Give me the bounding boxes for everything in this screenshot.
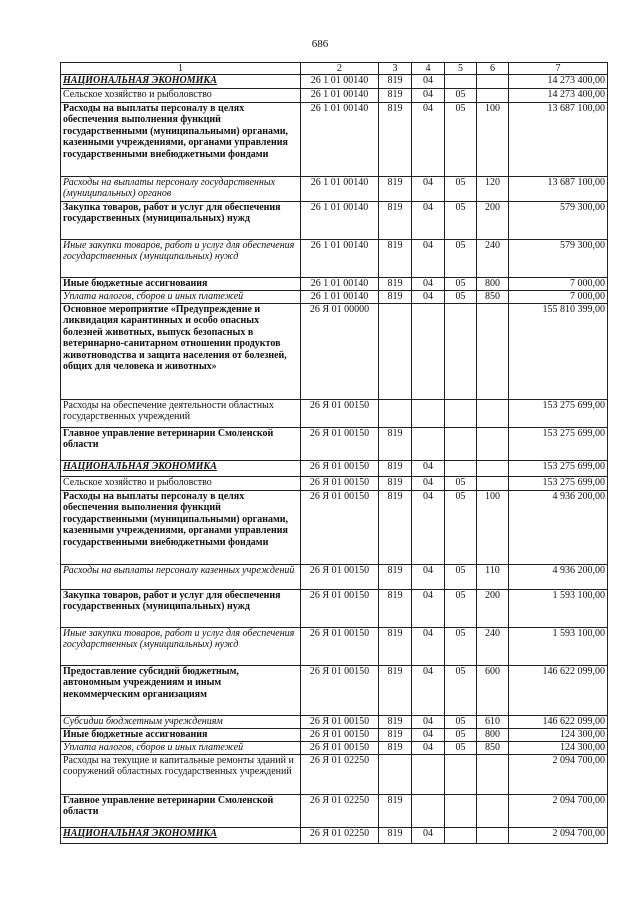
table-row	[61, 565, 608, 590]
row-subsection-cell: 05	[445, 477, 477, 491]
row-code-cell: 26 Я 01 00150	[301, 400, 379, 428]
table-row	[61, 202, 608, 240]
row-admin-cell: 819	[379, 628, 412, 666]
header-cell: 6	[477, 63, 509, 75]
row-section-cell: 04	[412, 461, 445, 477]
row-subsection-cell	[445, 755, 477, 795]
row-name-cell: Субсидии бюджетным учреждениям	[61, 716, 301, 729]
row-subsection-cell: 05	[445, 628, 477, 666]
row-code-cell: 26 Я 01 00150	[301, 428, 379, 461]
row-amount-cell: 14 273 400,00	[509, 75, 608, 89]
row-expense-type-cell: 240	[477, 240, 509, 278]
row-name-cell: Основное мероприятие «Предупреждение и ликвидация карантинных и особо опасных болезней животных, выпуск безопасных в ветеринарно-санитарном отношении продуктов животноводства и защита населения от болезней, общих для человека и животных»	[61, 304, 301, 400]
row-amount-cell: 13 687 100,00	[509, 177, 608, 202]
table-row	[61, 590, 608, 628]
row-code-cell: 26 Я 01 00150	[301, 666, 379, 716]
row-code-cell: 26 Я 01 00150	[301, 716, 379, 729]
row-name-cell: Расходы на обеспечение деятельности областных государственных учреждений	[61, 400, 301, 428]
row-name-cell: Иные бюджетные ассигнования	[61, 278, 301, 291]
header-cell: 2	[301, 63, 379, 75]
row-subsection-cell: 05	[445, 729, 477, 742]
row-subsection-cell: 05	[445, 716, 477, 729]
row-expense-type-cell: 600	[477, 666, 509, 716]
table-row	[61, 291, 608, 304]
table-row	[61, 103, 608, 177]
header-cell: 1	[61, 63, 301, 75]
row-section-cell	[412, 400, 445, 428]
row-name-cell: Уплата налогов, сборов и иных платежей	[61, 291, 301, 304]
row-expense-type-cell	[477, 89, 509, 103]
table-row	[61, 240, 608, 278]
row-expense-type-cell: 100	[477, 491, 509, 565]
row-section-cell: 04	[412, 565, 445, 590]
row-code-cell: 26 Я 01 02250	[301, 795, 379, 828]
row-subsection-cell	[445, 795, 477, 828]
row-admin-cell: 819	[379, 291, 412, 304]
row-expense-type-cell: 800	[477, 729, 509, 742]
table-row	[61, 628, 608, 666]
row-admin-cell: 819	[379, 103, 412, 177]
row-subsection-cell	[445, 828, 477, 844]
row-code-cell: 26 Я 01 00150	[301, 565, 379, 590]
table-row	[61, 729, 608, 742]
row-name-cell: НАЦИОНАЛЬНАЯ ЭКОНОМИКА	[61, 75, 301, 89]
row-name-cell: Расходы на выплаты персоналу государственных (муниципальных) органов	[61, 177, 301, 202]
row-subsection-cell: 05	[445, 491, 477, 565]
row-admin-cell: 819	[379, 428, 412, 461]
row-admin-cell	[379, 755, 412, 795]
row-section-cell: 04	[412, 75, 445, 89]
row-subsection-cell	[445, 400, 477, 428]
row-subsection-cell	[445, 428, 477, 461]
row-amount-cell: 579 300,00	[509, 202, 608, 240]
row-admin-cell: 819	[379, 461, 412, 477]
row-subsection-cell: 05	[445, 177, 477, 202]
row-expense-type-cell	[477, 75, 509, 89]
row-name-cell: Иные закупки товаров, работ и услуг для обеспечения государственных (муниципальных) нужд	[61, 240, 301, 278]
row-amount-cell: 124 300,00	[509, 742, 608, 755]
row-amount-cell: 153 275 699,00	[509, 477, 608, 491]
header-cell: 4	[412, 63, 445, 75]
row-name-cell: Предоставление субсидий бюджетным, автономным учреждениям и иным некоммерческим организациям	[61, 666, 301, 716]
row-code-cell: 26 Я 01 00150	[301, 590, 379, 628]
row-code-cell: 26 1 01 00140	[301, 291, 379, 304]
table-row	[61, 477, 608, 491]
row-section-cell: 04	[412, 477, 445, 491]
row-name-cell: НАЦИОНАЛЬНАЯ ЭКОНОМИКА	[61, 828, 301, 844]
row-section-cell	[412, 755, 445, 795]
header-cell: 7	[509, 63, 608, 75]
row-admin-cell: 819	[379, 590, 412, 628]
table-row	[61, 742, 608, 755]
row-section-cell: 04	[412, 716, 445, 729]
row-expense-type-cell: 120	[477, 177, 509, 202]
row-expense-type-cell	[477, 428, 509, 461]
row-admin-cell: 819	[379, 716, 412, 729]
row-subsection-cell	[445, 304, 477, 400]
row-expense-type-cell	[477, 795, 509, 828]
row-expense-type-cell	[477, 304, 509, 400]
row-section-cell: 04	[412, 177, 445, 202]
table-row	[61, 755, 608, 795]
row-expense-type-cell	[477, 755, 509, 795]
row-admin-cell: 819	[379, 177, 412, 202]
row-code-cell: 26 Я 01 00150	[301, 491, 379, 565]
row-expense-type-cell: 240	[477, 628, 509, 666]
row-section-cell: 04	[412, 240, 445, 278]
row-amount-cell: 13 687 100,00	[509, 103, 608, 177]
row-admin-cell: 819	[379, 202, 412, 240]
row-name-cell: Главное управление ветеринарии Смоленской области	[61, 428, 301, 461]
row-subsection-cell: 05	[445, 202, 477, 240]
row-subsection-cell	[445, 461, 477, 477]
row-name-cell: Иные закупки товаров, работ и услуг для обеспечения государственных (муниципальных) нужд	[61, 628, 301, 666]
header-cell: 5	[445, 63, 477, 75]
row-code-cell: 26 1 01 00140	[301, 202, 379, 240]
row-subsection-cell: 05	[445, 89, 477, 103]
row-expense-type-cell	[477, 461, 509, 477]
row-name-cell: Главное управление ветеринарии Смоленской области	[61, 795, 301, 828]
row-section-cell: 04	[412, 291, 445, 304]
row-subsection-cell: 05	[445, 742, 477, 755]
row-subsection-cell: 05	[445, 278, 477, 291]
row-amount-cell: 124 300,00	[509, 729, 608, 742]
row-subsection-cell: 05	[445, 103, 477, 177]
table-row	[61, 278, 608, 291]
row-name-cell: Расходы на текущие и капитальные ремонты зданий и сооружений областных государственных учреждений	[61, 755, 301, 795]
row-section-cell: 04	[412, 89, 445, 103]
row-expense-type-cell	[477, 828, 509, 844]
row-section-cell: 04	[412, 278, 445, 291]
row-amount-cell: 146 622 099,00	[509, 666, 608, 716]
row-amount-cell: 2 094 700,00	[509, 755, 608, 795]
row-expense-type-cell: 110	[477, 565, 509, 590]
row-admin-cell	[379, 304, 412, 400]
row-code-cell: 26 Я 01 02250	[301, 755, 379, 795]
row-section-cell: 04	[412, 491, 445, 565]
row-code-cell: 26 Я 01 00000	[301, 304, 379, 400]
row-admin-cell: 819	[379, 729, 412, 742]
row-code-cell: 26 1 01 00140	[301, 89, 379, 103]
row-amount-cell: 153 275 699,00	[509, 461, 608, 477]
row-name-cell: Сельское хозяйство и рыболовство	[61, 477, 301, 491]
table-row	[61, 666, 608, 716]
row-expense-type-cell	[477, 477, 509, 491]
page-number: 686	[311, 38, 329, 50]
table-row	[61, 400, 608, 428]
row-code-cell: 26 Я 01 00150	[301, 477, 379, 491]
row-name-cell: Расходы на выплаты персоналу в целях обеспечения выполнения функций государственными (муниципальными) органами, казенными учреждениями, органами управления государственными внебюджетными фондами	[61, 491, 301, 565]
row-code-cell: 26 Я 01 00150	[301, 461, 379, 477]
row-amount-cell: 153 275 699,00	[509, 428, 608, 461]
header-cell: 3	[379, 63, 412, 75]
table-row	[61, 428, 608, 461]
row-name-cell: НАЦИОНАЛЬНАЯ ЭКОНОМИКА	[61, 461, 301, 477]
table-row	[61, 75, 608, 89]
row-admin-cell: 819	[379, 565, 412, 590]
row-amount-cell: 2 094 700,00	[509, 795, 608, 828]
row-code-cell: 26 Я 01 02250	[301, 828, 379, 844]
row-amount-cell: 7 000,00	[509, 278, 608, 291]
row-code-cell: 26 1 01 00140	[301, 177, 379, 202]
row-expense-type-cell: 200	[477, 590, 509, 628]
row-subsection-cell	[445, 75, 477, 89]
row-amount-cell: 4 936 200,00	[509, 491, 608, 565]
row-name-cell: Уплата налогов, сборов и иных платежей	[61, 742, 301, 755]
row-name-cell: Закупка товаров, работ и услуг для обеспечения государственных (муниципальных) нужд	[61, 202, 301, 240]
table-row	[61, 304, 608, 400]
row-amount-cell: 155 810 399,00	[509, 304, 608, 400]
row-code-cell: 26 1 01 00140	[301, 278, 379, 291]
table-row	[61, 491, 608, 565]
row-section-cell: 04	[412, 628, 445, 666]
table-row	[61, 828, 608, 844]
row-expense-type-cell	[477, 400, 509, 428]
row-expense-type-cell: 200	[477, 202, 509, 240]
table-row	[61, 716, 608, 729]
row-code-cell: 26 1 01 00140	[301, 75, 379, 89]
row-section-cell: 04	[412, 103, 445, 177]
row-code-cell: 26 1 01 00140	[301, 240, 379, 278]
row-expense-type-cell: 610	[477, 716, 509, 729]
row-name-cell: Иные бюджетные ассигнования	[61, 729, 301, 742]
row-amount-cell: 4 936 200,00	[509, 565, 608, 590]
row-admin-cell: 819	[379, 795, 412, 828]
row-amount-cell: 2 094 700,00	[509, 828, 608, 844]
row-name-cell: Расходы на выплаты персоналу казенных учреждений	[61, 565, 301, 590]
row-subsection-cell: 05	[445, 565, 477, 590]
row-admin-cell: 819	[379, 666, 412, 716]
row-section-cell	[412, 795, 445, 828]
row-amount-cell: 579 300,00	[509, 240, 608, 278]
row-subsection-cell: 05	[445, 291, 477, 304]
table-row	[61, 89, 608, 103]
row-name-cell: Расходы на выплаты персоналу в целях обеспечения выполнения функций государственными (муниципальными) органами, казенными учреждениями, органами управления государственными внебюджетными фондами	[61, 103, 301, 177]
row-section-cell: 04	[412, 590, 445, 628]
row-admin-cell: 819	[379, 278, 412, 291]
row-expense-type-cell: 850	[477, 742, 509, 755]
row-admin-cell	[379, 400, 412, 428]
table-header-row	[61, 63, 608, 75]
row-amount-cell: 153 275 699,00	[509, 400, 608, 428]
row-admin-cell: 819	[379, 240, 412, 278]
row-admin-cell: 819	[379, 477, 412, 491]
row-amount-cell: 1 593 100,00	[509, 590, 608, 628]
table-row	[61, 795, 608, 828]
row-expense-type-cell: 100	[477, 103, 509, 177]
table-row	[61, 177, 608, 202]
row-admin-cell: 819	[379, 742, 412, 755]
row-subsection-cell: 05	[445, 590, 477, 628]
row-admin-cell: 819	[379, 828, 412, 844]
row-amount-cell: 1 593 100,00	[509, 628, 608, 666]
row-amount-cell: 14 273 400,00	[509, 89, 608, 103]
row-code-cell: 26 Я 01 00150	[301, 742, 379, 755]
row-name-cell: Закупка товаров, работ и услуг для обеспечения государственных (муниципальных) нужд	[61, 590, 301, 628]
row-section-cell: 04	[412, 742, 445, 755]
row-section-cell: 04	[412, 202, 445, 240]
row-code-cell: 26 Я 01 00150	[301, 628, 379, 666]
row-section-cell: 04	[412, 729, 445, 742]
row-code-cell: 26 1 01 00140	[301, 103, 379, 177]
row-expense-type-cell: 850	[477, 291, 509, 304]
row-section-cell	[412, 304, 445, 400]
row-subsection-cell: 05	[445, 666, 477, 716]
budget-table	[60, 62, 608, 844]
row-amount-cell: 146 622 099,00	[509, 716, 608, 729]
row-admin-cell: 819	[379, 75, 412, 89]
row-expense-type-cell: 800	[477, 278, 509, 291]
row-name-cell: Сельское хозяйство и рыболовство	[61, 89, 301, 103]
row-subsection-cell: 05	[445, 240, 477, 278]
row-admin-cell: 819	[379, 491, 412, 565]
row-section-cell: 04	[412, 828, 445, 844]
table-row	[61, 461, 608, 477]
row-code-cell: 26 Я 01 00150	[301, 729, 379, 742]
row-amount-cell: 7 000,00	[509, 291, 608, 304]
row-admin-cell: 819	[379, 89, 412, 103]
row-section-cell	[412, 428, 445, 461]
row-section-cell: 04	[412, 666, 445, 716]
